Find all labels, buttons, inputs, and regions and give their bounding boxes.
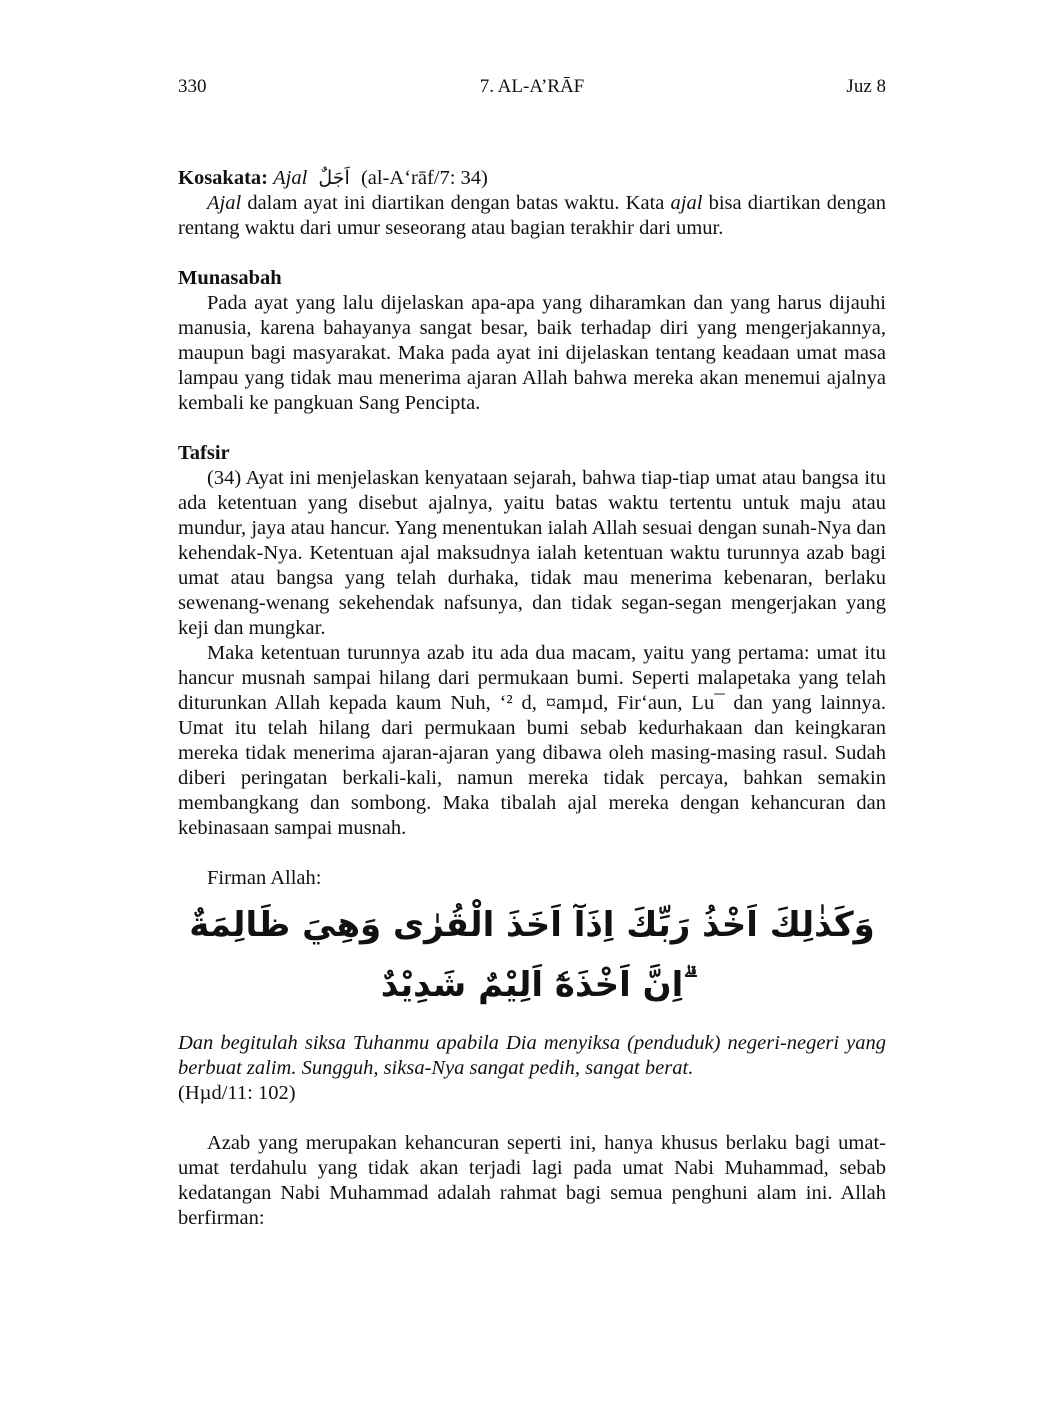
tafsir-paragraph-3: Azab yang merupakan kehancuran seperti ini, hanya khusus berlaku bagi umat-umat terdahulu yang tidak akan terjadi lagi pada umat Nabi Muhammad, sebab kedatangan Nabi Muhammad adalah rahmat bagi semua penghuni alam ini. Allah berfirman: [178, 1132, 886, 1229]
kosakata-text-2: bisa diartikan dengan rentang waktu dari umur seseorang atau bagian terakhir dari umur. [178, 192, 886, 239]
kosakata-text-1: dalam ayat ini diartikan dengan batas waktu. Kata [241, 192, 671, 214]
juz-label: Juz 8 [846, 76, 886, 97]
spacer [178, 841, 886, 866]
verse-reference: (Hµd/11: 102) [178, 1082, 296, 1104]
firman-label: Firman Allah: [207, 867, 322, 889]
kosakata-paragraph [178, 191, 886, 241]
spacer [178, 241, 886, 266]
kosakata-arabic: اَجَلٌ [318, 167, 350, 189]
kosakata-line [178, 166, 886, 191]
kosakata-term-inline: Ajal [207, 192, 242, 214]
chapter-title: 7. AL-A’RĀF [479, 76, 585, 97]
running-header [178, 76, 886, 102]
munasabah-paragraph: Pada ayat yang lalu dijelaskan apa-apa yang diharamkan dan yang harus dijauhi manusia, karena bahayanya sangat besar, baik terhadap diri yang mengerjakannya, maupun bagi masyarakat. Maka pada ayat ini dijelaskan tentang keadaan umat masa lampau yang tidak mau menerima ajaran Allah bahwa mereka akan menemui ajalnya kembali ke pangkuan Sang Pencipta. [178, 292, 886, 414]
spacer [178, 416, 886, 441]
kosakata-label: Kosakata: [178, 167, 268, 189]
kosakata-term: Ajal [273, 167, 308, 189]
munasabah-heading: Munasabah [178, 267, 282, 289]
page-body [178, 166, 886, 1231]
spacer [178, 1106, 886, 1131]
tafsir-paragraph-2: Maka ketentuan turunnya azab itu ada dua macam, yaitu yang pertama: umat itu hancur musnah sampai hilang dari permukaan bumi. Seperti malapetaka yang telah diturunkan Allah kepada kaum Nuh, ‘² d, ¤amµd, Fir‘aun, Lu¯ dan yang lainnya. Umat itu telah hilang dari permukaan bumi sebab kedurhakaan dan keingkaran mereka tidak menerima ajaran-ajaran yang dibawa oleh masing-masing rasul. Sudah diberi peringatan berkali-kali, namun mereka tidak percaya, bahkan semakin membangkang dan sombong. Maka tibalah ajal mereka dengan kehancuran dan kebinasaan sampai musnah. [178, 642, 886, 839]
tafsir-paragraph-1: (34) Ayat ini menjelaskan kenyataan sejarah, bahwa tiap-tiap umat atau bangsa itu ada ketentuan yang disebut ajalnya, yaitu batas waktu tertentu untuk maju atau mundur, jaya atau hancur. Yang menentukan ialah Allah sesuai dengan sunah-Nya dan kehendak-Nya. Ketentuan ajal maksudnya ialah ketentuan waktu turunnya azab bagi umat atau bangsa yang telah durhaka, tidak mau menerima kebenaran, berlaku sewenang-wenang sekehendak nafsunya, dan tidak segan-segan mengerjakan yang keji dan mungkar. [178, 467, 886, 639]
quran-verse-arabic: وَكَذٰلِكَ اَخْذُ رَبِّكَ اِذَآ اَخَذَ الْقُرٰى وَهِيَ ظَالِمَةٌ ۗاِنَّ اَخْذَهٗٓ اَلِيْمٌ شَدِيْدٌ [189, 905, 875, 1005]
tafsir-heading: Tafsir [178, 442, 230, 464]
page-number: 330 [178, 76, 207, 97]
verse-translation: Dan begitulah siksa Tuhanmu apabila Dia menyiksa (penduduk) negeri-negeri yang berbuat zalim. Sungguh, siksa-Nya sangat pedih, sangat berat. [178, 1032, 886, 1079]
kosakata-reference: (al-A‘rāf/7: 34) [360, 167, 488, 189]
kosakata-term-inline-2: ajal [670, 192, 703, 214]
